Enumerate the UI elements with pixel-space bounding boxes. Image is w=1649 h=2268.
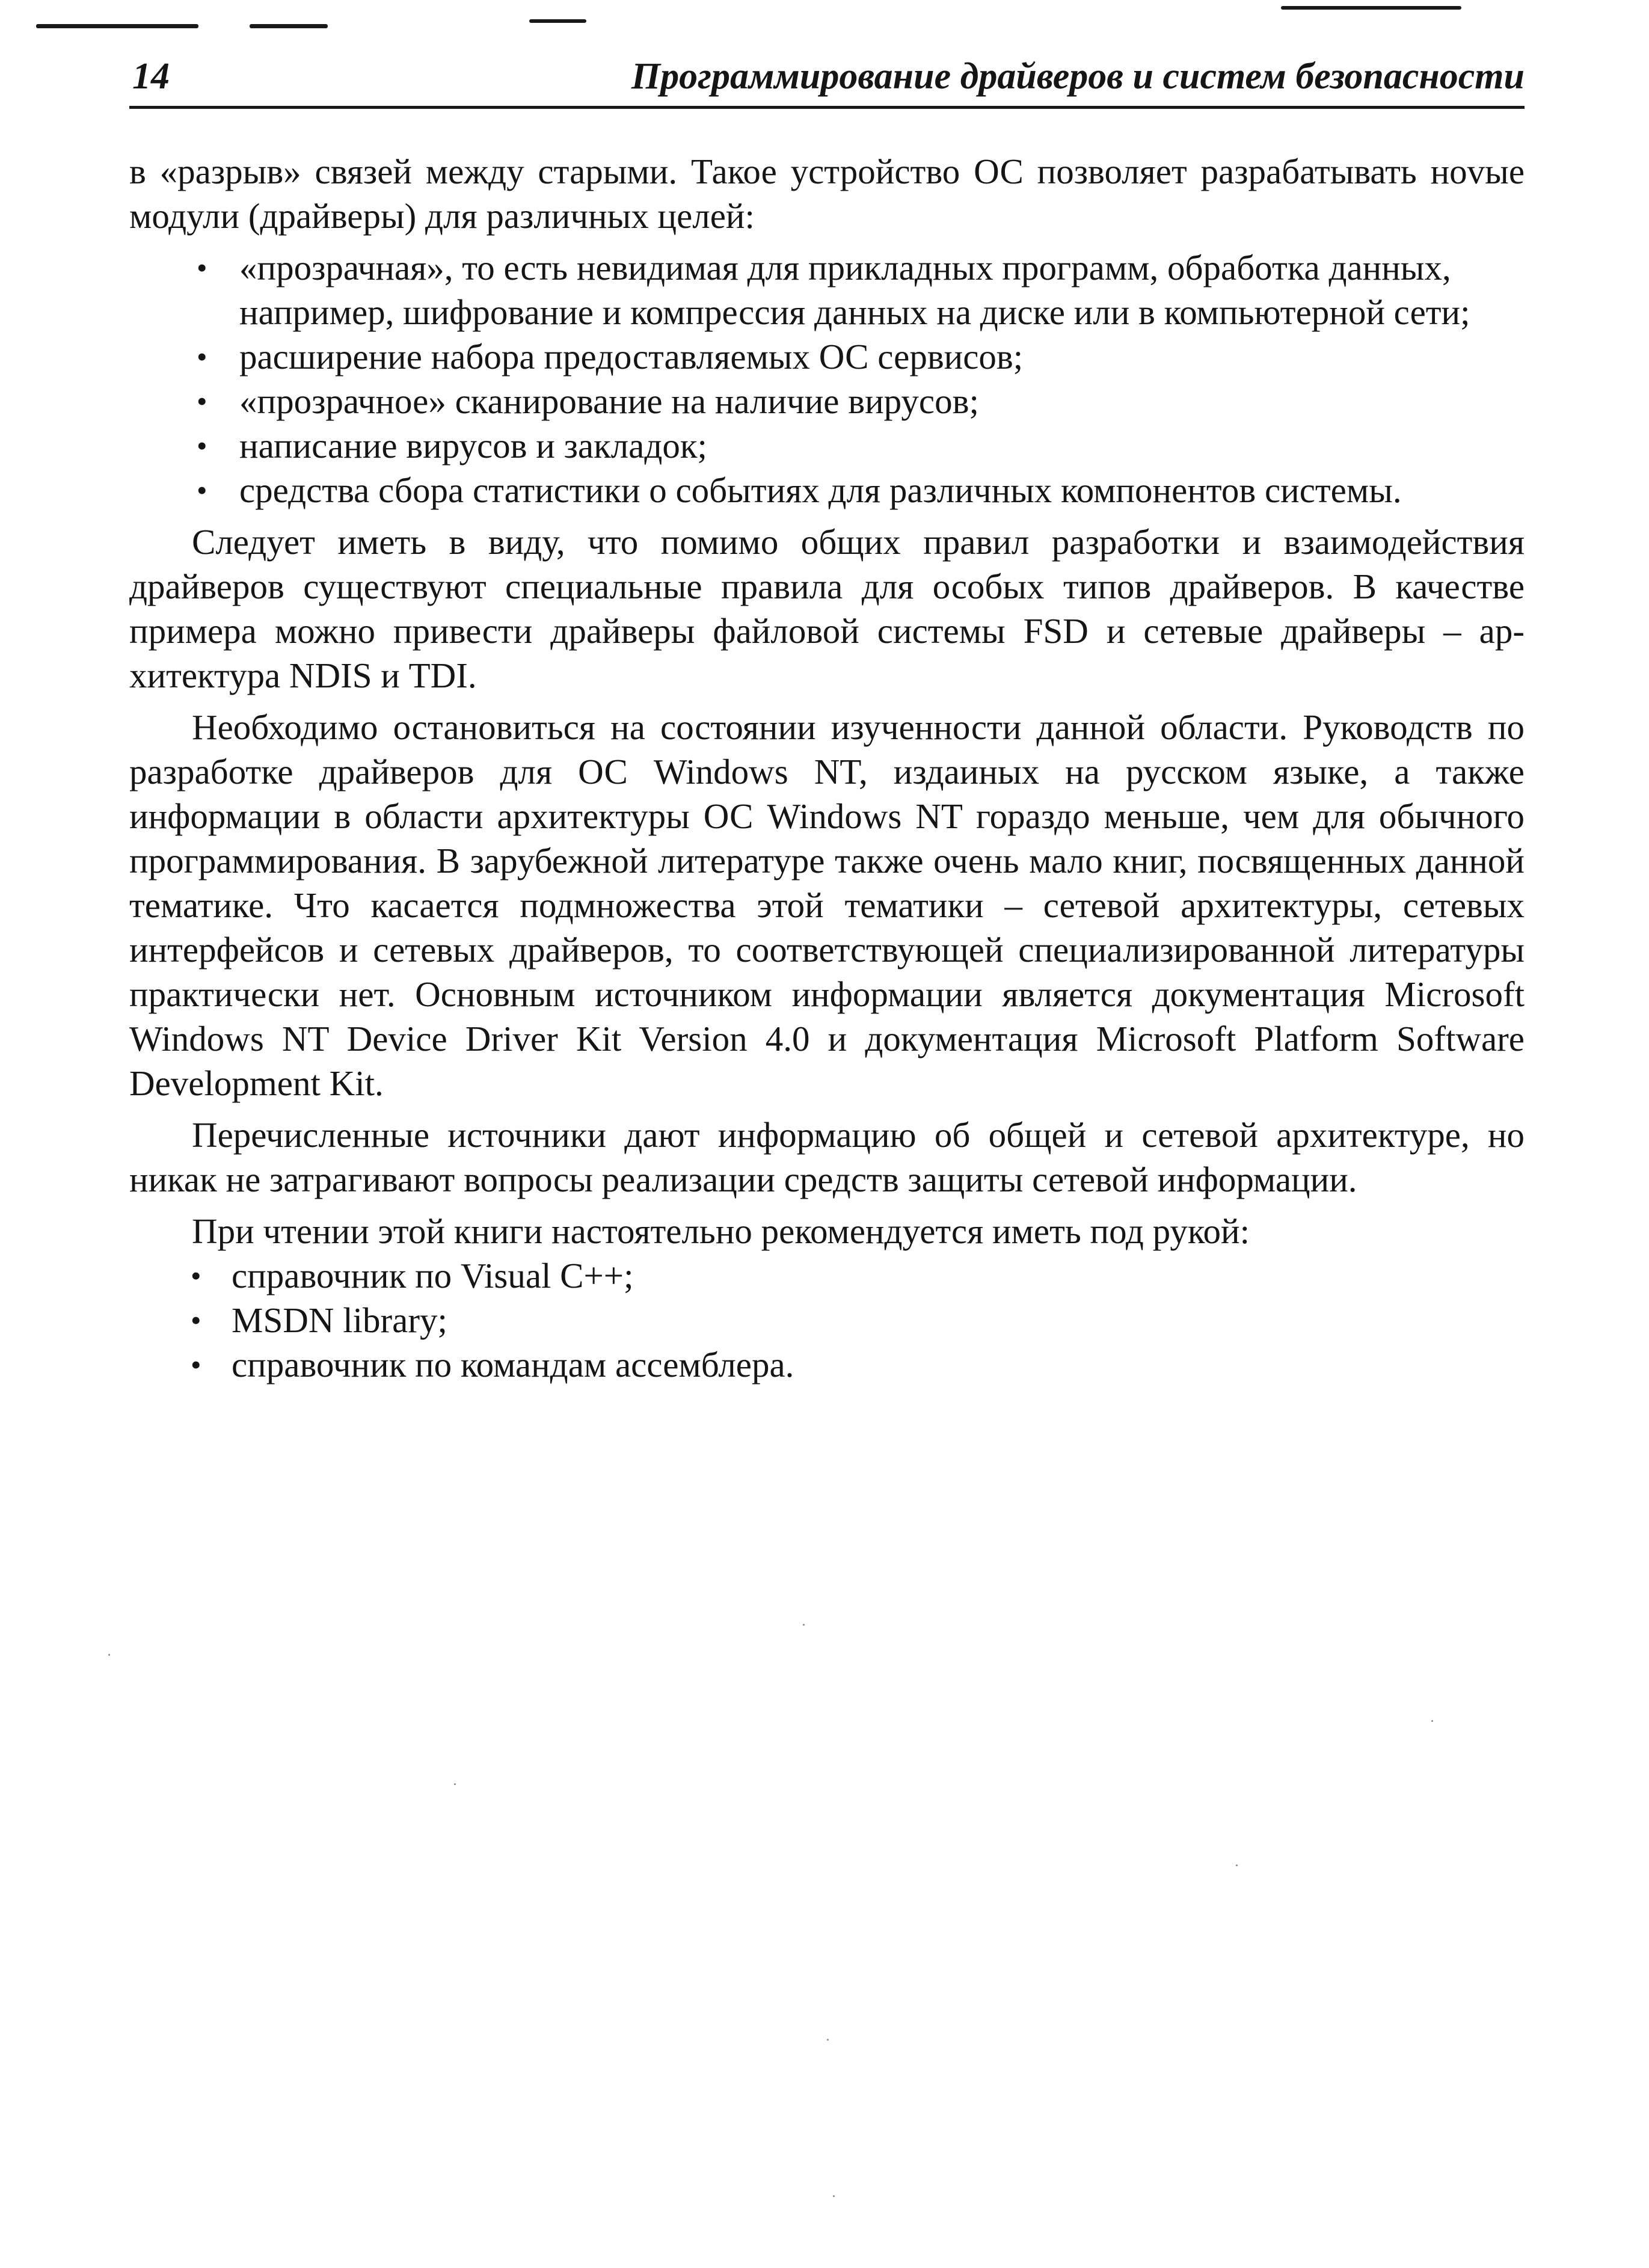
scan-speck xyxy=(1431,1720,1433,1722)
scan-artifact xyxy=(529,19,586,23)
bullet-icon: • xyxy=(191,1303,201,1337)
references-list xyxy=(129,1253,1525,1387)
scan-speck xyxy=(108,1654,110,1656)
page-body xyxy=(129,149,1525,1394)
page-number: 14 xyxy=(132,56,170,97)
scan-artifact xyxy=(1281,6,1461,10)
scan-speck xyxy=(803,1624,805,1626)
paragraph-state-of-research: Необходимо остановиться на состоянии изученности данной области. Руководств по разработке драйверов для ОС Windows NT, издаиных на русском языке, а также информации в области архитектуры ОС Windows NT гораздо меньше, чем для обычного программирования. В зарубежной литературе также очень мало книг, посвященных данной тематике. Что касается подмножества этой тематики – сетевой архитектуры, сетевых интерфейсов и сетевых драйверов, то соответствующей специализированной литературы практически нет. Основным источником информации является документация Microsoft Windows NT Device Driver Kit Version 4.0 и документация Microsoft Platform Software Development Kit. xyxy=(129,707,1525,1103)
paragraph-sources: Перечисленные источники дают информацию об общей и сетевой архитектуре, но никак не затрагивают вопросы реализации средств защиты сетевой информации. xyxy=(129,1115,1525,1199)
bullet-icon: • xyxy=(191,1348,201,1381)
list-item-text: справочник по Visual C++; xyxy=(232,1256,634,1295)
intro-paragraph: в «разрыв» связей между старыми. Такое устройство ОС позволяет разрабатывать ноvые модули (драйверы) для различных целей: xyxy=(129,152,1525,236)
bullet-icon: • xyxy=(197,473,207,507)
bullet-icon: • xyxy=(197,429,207,463)
list-item-text: расширение набора предоставляемых ОС сервисов; xyxy=(239,337,1024,376)
scan-artifact xyxy=(36,24,198,28)
list-item xyxy=(129,468,1525,512)
bullet-icon: • xyxy=(197,384,207,418)
scan-speck xyxy=(454,1783,456,1785)
list-item-text: написание вирусов и закладок; xyxy=(239,426,707,466)
list-item xyxy=(129,334,1525,379)
list-item xyxy=(129,379,1525,423)
paragraph-special-rules: Следует иметь в виду, что помимо общих правил разработки и взаимодействия драйверов существуют специальные правила для особых типов драйверов. В качестве примера можно привести драйверы файловой системы FSD и сетевые драйверы – архитектура NDIS и TDI. xyxy=(129,522,1525,695)
list-item xyxy=(129,245,1525,334)
scan-speck xyxy=(833,2195,835,2197)
bullet-icon: • xyxy=(191,1259,201,1292)
list-item xyxy=(129,1298,1525,1342)
scan-speck xyxy=(827,2039,829,2041)
running-title: Программирование драйверов и систем безопасности xyxy=(631,56,1525,97)
list-item-text: «прозрачная», то есть невидимая для прикладных программ, обработка данных, например, шифрование и компрессия данных на диске или в компьютерной сети; xyxy=(239,248,1470,332)
purposes-list xyxy=(129,245,1525,512)
bullet-icon: • xyxy=(197,340,207,373)
list-item xyxy=(129,423,1525,468)
scan-speck xyxy=(1236,1864,1238,1866)
list-item xyxy=(129,1253,1525,1298)
list-item-text: средства сбора статистики о событиях для различных компонентов системы. xyxy=(239,470,1402,510)
scan-artifact xyxy=(250,24,328,28)
list-item-text: справочник по командам ассемблера. xyxy=(232,1345,794,1384)
list-item xyxy=(129,1342,1525,1387)
list-item-text: «прозрачное» сканирование на наличие вирусов; xyxy=(239,381,979,421)
bullet-icon: • xyxy=(197,251,207,284)
page-header xyxy=(129,52,1525,109)
list-item-text: MSDN library; xyxy=(232,1300,447,1340)
paragraph-recommendation: При чтении этой книги настоятельно рекомендуется иметь под рукой: xyxy=(192,1211,1250,1251)
